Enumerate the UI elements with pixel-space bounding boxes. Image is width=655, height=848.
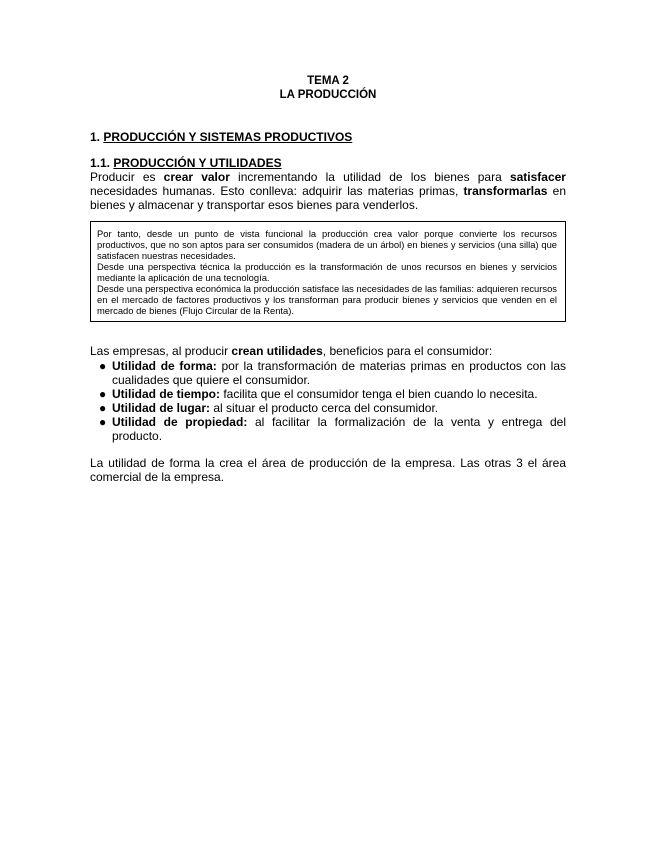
text-run: incrementando la utilidad de los bienes para bbox=[229, 170, 510, 184]
bold-term-crear-valor: crear valor bbox=[163, 170, 230, 184]
list-item bbox=[90, 359, 566, 387]
text-run: en bienes y almacenar y transportar esos bienes para venderlos. bbox=[90, 184, 566, 212]
section-1-1-title: PRODUCCIÓN Y UTILIDADES bbox=[113, 156, 282, 170]
document-header bbox=[90, 74, 566, 102]
utility-label: Utilidad de lugar: bbox=[112, 401, 211, 415]
section-1-1-number: 1.1. bbox=[90, 156, 111, 170]
bullet-icon: ● bbox=[99, 359, 107, 373]
list-item bbox=[90, 415, 566, 443]
text-run: necesidades humanas. Esto conlleva: adquirir las materias primas, bbox=[90, 184, 464, 198]
text-run: Las empresas, al producir bbox=[90, 344, 232, 358]
box-paragraph-economic: Desde una perspectiva económica la producción satisface las necesidades de las familias: adquieren recursos en el mercado de factores productivos y los transforman para producir bienes y servicios que venden en el mercado de bienes (Flujo Circular de la Renta). bbox=[97, 283, 557, 316]
document-title: LA PRODUCCIÓN bbox=[279, 89, 377, 101]
text-run: Producir es bbox=[90, 170, 164, 184]
document-page bbox=[90, 74, 566, 484]
section-1-heading bbox=[90, 130, 566, 144]
box-paragraph-functional: Por tanto, desde un punto de vista funcional la producción crea valor porque convierte los recursos productivos, que no son aptos para ser consumidos (madera de un árbol) en bienes y servicios (una silla) que satisfacen nuestras necesidades. bbox=[97, 228, 557, 261]
bullet-icon: ● bbox=[99, 415, 107, 429]
list-item bbox=[90, 387, 566, 401]
utility-label: Utilidad de propiedad: bbox=[112, 415, 248, 429]
bullet-icon: ● bbox=[99, 387, 107, 401]
utilities-intro bbox=[90, 344, 566, 358]
section-1-1-heading bbox=[90, 156, 566, 170]
utility-label: Utilidad de forma: bbox=[112, 359, 217, 373]
section-1-title: PRODUCCIÓN Y SISTEMAS PRODUCTIVOS bbox=[103, 130, 353, 144]
bold-term-crean-utilidades: crean utilidades bbox=[231, 344, 323, 358]
bullet-icon: ● bbox=[99, 401, 107, 415]
perspectives-box bbox=[90, 221, 566, 322]
utility-description: al situar el producto cerca del consumidor. bbox=[210, 401, 439, 415]
utility-description: por la transformación de materias primas en productos con las cualidades que quiere el consumidor. bbox=[112, 359, 566, 387]
utility-label: Utilidad de tiempo: bbox=[112, 387, 220, 401]
bold-term-transformarlas: transformarlas bbox=[463, 184, 548, 198]
text-run: , beneficios para el consumidor: bbox=[322, 344, 493, 358]
utilities-list bbox=[90, 359, 566, 443]
tema-label: TEMA 2 bbox=[307, 75, 349, 87]
box-paragraph-technical: Desde una perspectiva técnica la producción es la transformación de unos recursos en bienes y servicios mediante la aplicación de una tecnología. bbox=[97, 261, 557, 283]
bold-term-satisfacer: satisfacer bbox=[509, 170, 566, 184]
closing-paragraph: La utilidad de forma la crea el área de producción de la empresa. Las otras 3 el área comercial de la empresa. bbox=[90, 456, 566, 484]
production-definition-paragraph bbox=[90, 170, 566, 212]
utility-description: facilita que el consumidor tenga el bien cuando lo necesita. bbox=[220, 387, 538, 401]
list-item bbox=[90, 401, 566, 415]
utility-description: al facilitar la formalización de la venta y entrega del producto. bbox=[112, 415, 566, 443]
section-1-number: 1. bbox=[90, 130, 101, 144]
